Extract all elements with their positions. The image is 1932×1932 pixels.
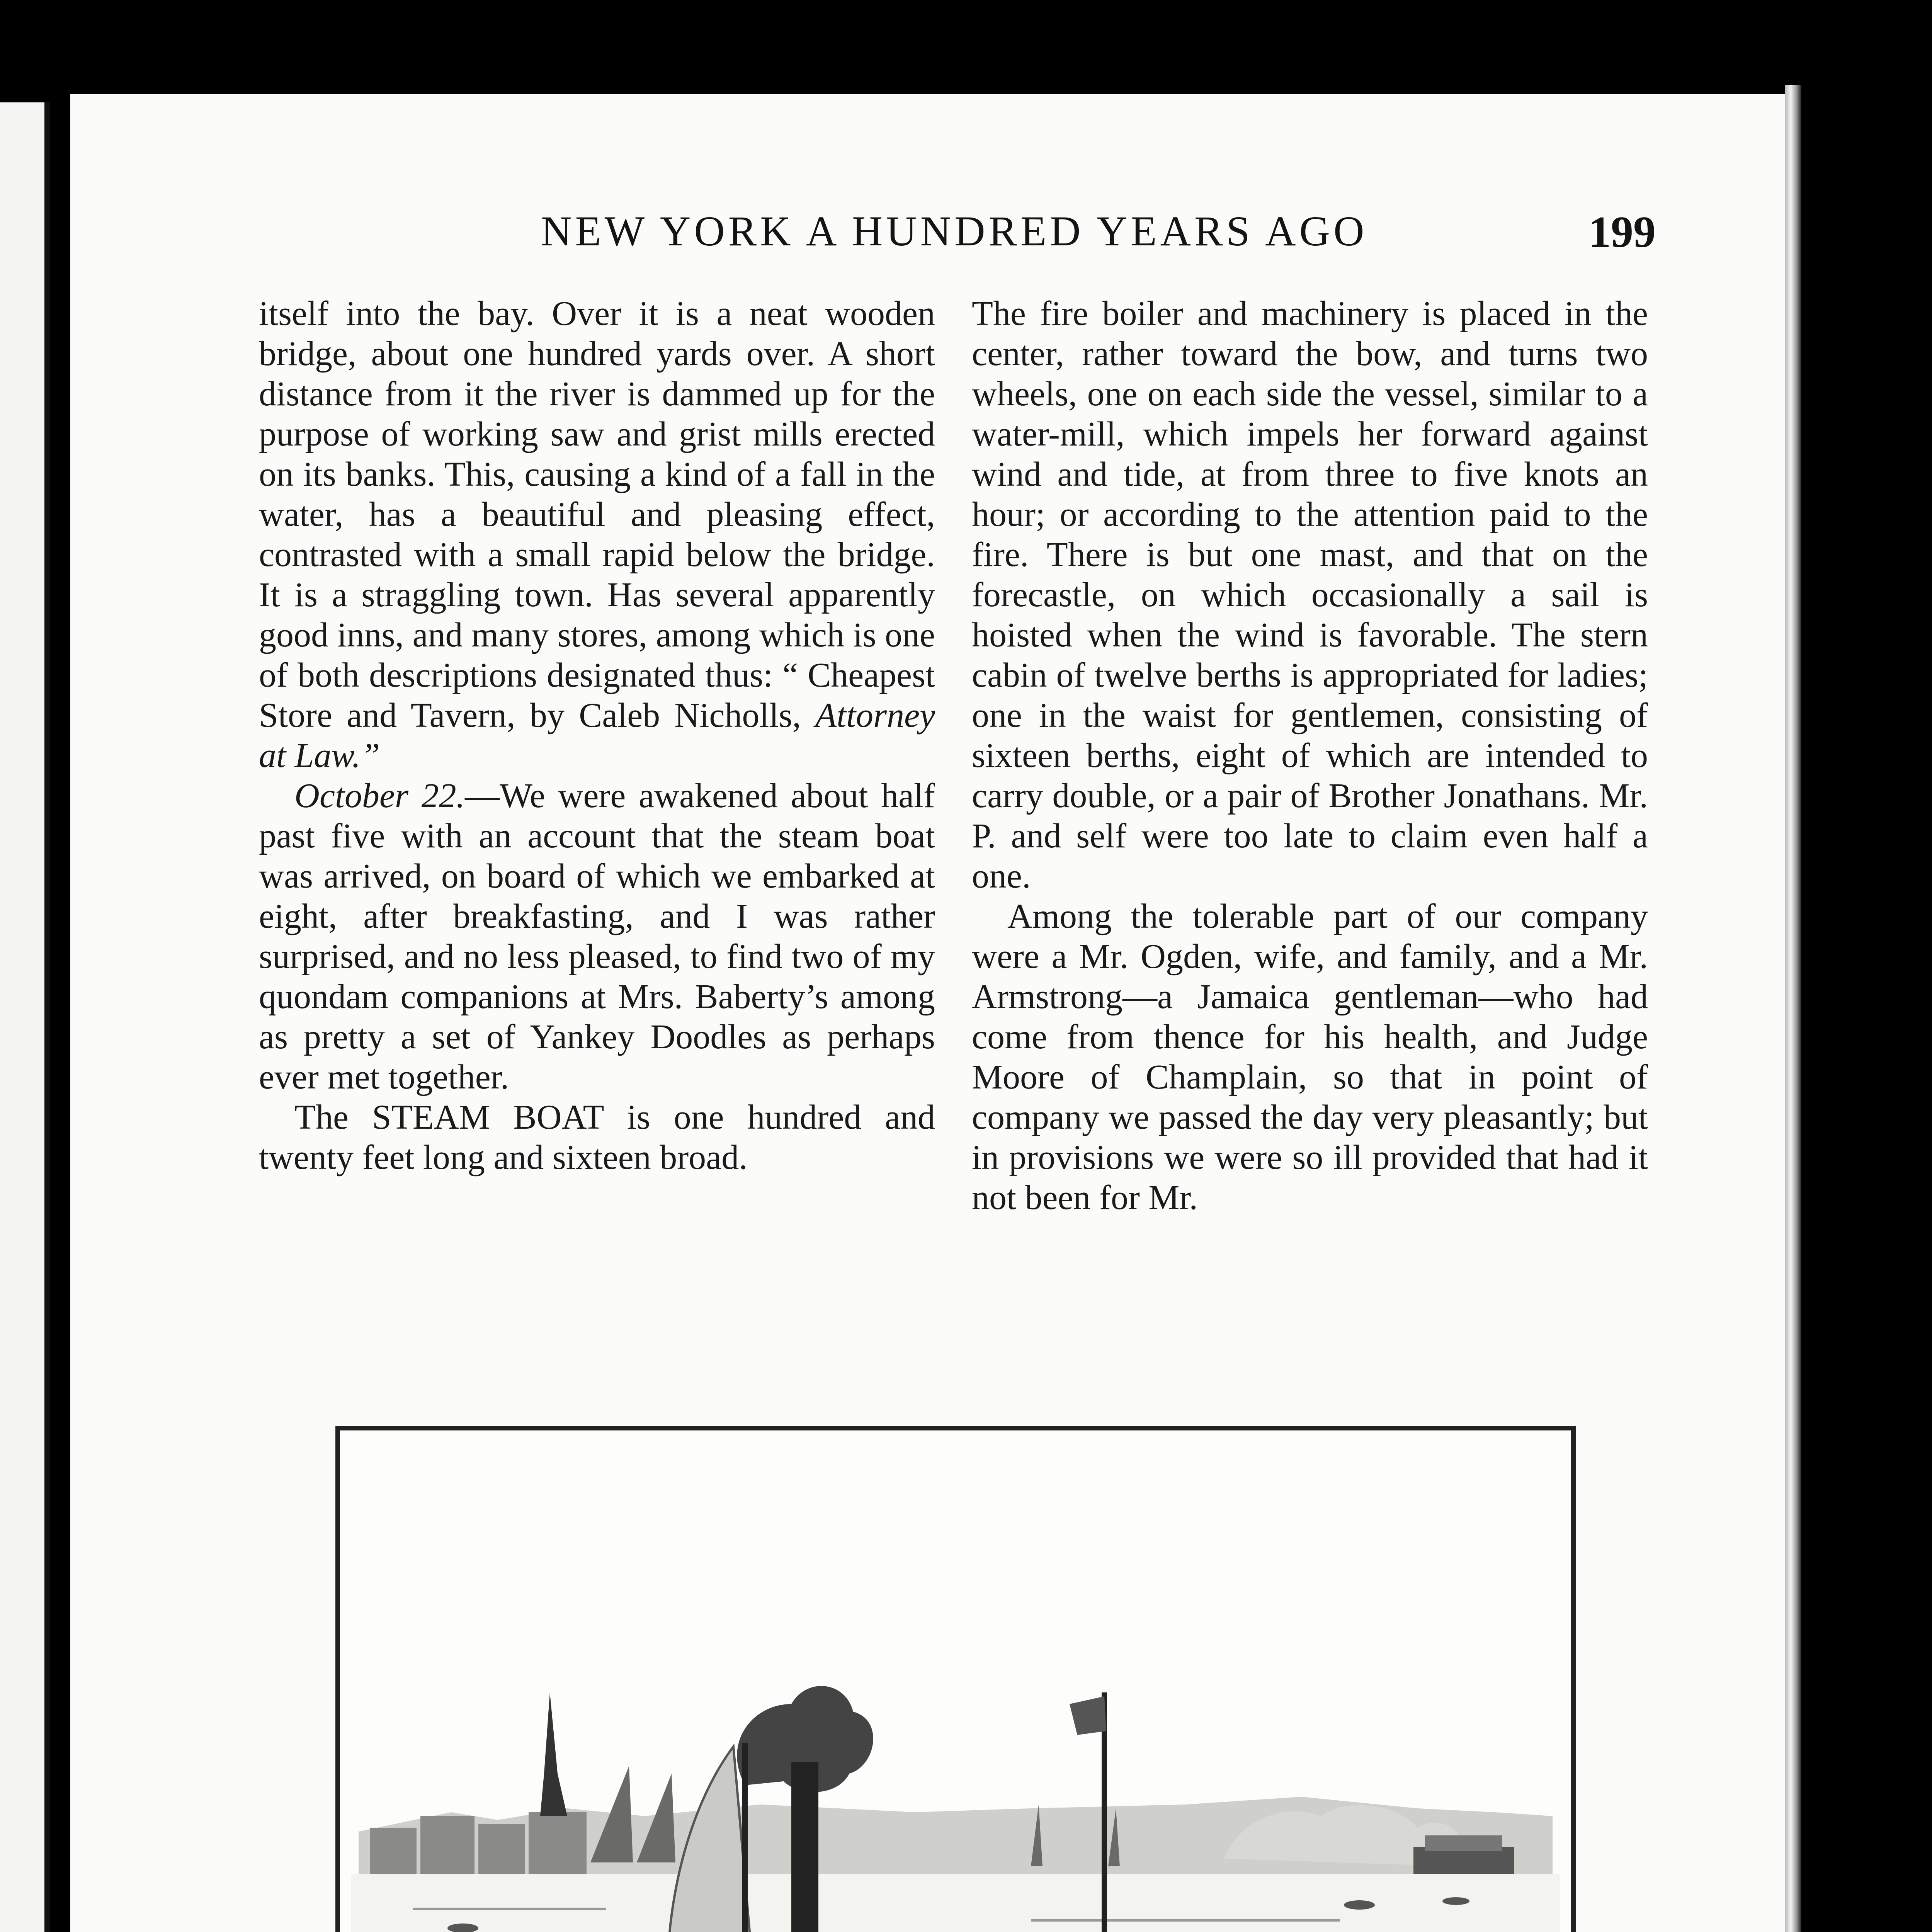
steamboat-illustration <box>335 1426 1576 1932</box>
paragraph <box>259 294 935 776</box>
facing-page-edge <box>0 102 50 1932</box>
engraving-drawing <box>335 1426 1576 1932</box>
paragraph: The fire boiler and machinery is placed in the center, rather toward the bow, and turns two wheels, one on each side the vessel, similar to a water-mill, which impels her forward against wind and tide, at from three to five knots an hour; or according to the attention paid to the fire. There is but one mast, and that on the forecastle, on which occasionally a sail is hoisted when the wind is favorable. The stern cabin of twelve berths is appropriated for ladies; one in the waist for gentlemen, consisting of sixteen berths, eight of which are intended to carry double, or a pair of Brother Jonathans. Mr. P. and self were too late to claim even half a one. <box>972 294 1648 895</box>
text-column-left <box>259 294 935 1178</box>
running-title: NEW YORK A HUNDRED YEARS AGO <box>541 207 1368 255</box>
date-heading: October 22. <box>294 777 465 815</box>
paragraph-text: itself into the bay. Over it is a neat wooden bridge, about one hundred yards over. A short distance from it the river is dammed up for the purpose of working saw and grist mills erected on its banks. This, causing a kind of a fall in the water, has a beautiful and pleasing effect, contrasted with a small rapid below the bridge. It is a straggling town. Has several apparently good inns, and many stores, among which is one of both descriptions designated thus: “ Cheapest Store and Tavern, by Caleb Nicholls, <box>259 294 935 735</box>
running-header <box>187 207 1656 269</box>
italic-text: Attorney at Law.” <box>259 696 935 775</box>
paragraph-text: —We were awakened about half past five with an account that the steam boat was arrived, on board of which we embarked at eight, after breakfasting, and I was rather surprised, and no less pleased, to find two of my quondam companions at Mrs. Baberty’s among as pretty a set of Yankey Doodles as perhaps ever met together. <box>259 777 935 1096</box>
paragraph: The STEAM BOAT is one hundred and twenty feet long and sixteen broad. <box>259 1098 935 1177</box>
paragraph <box>259 776 935 1097</box>
page-stack-edge <box>1785 85 1801 1932</box>
paragraph: Among the tolerable part of our company were a Mr. Ogden, wife, and family, and a Mr. Armstrong—a Jamaica gentleman—who had come from thence for his health, and Judge Moore of Champlain, so that in point of company we passed the day very pleasantly; but in provisions we were so ill provided that had it not been for Mr. <box>972 897 1648 1217</box>
page-number: 199 <box>1588 207 1656 257</box>
text-column-right <box>972 294 1648 1218</box>
smokestack <box>791 1762 818 1932</box>
